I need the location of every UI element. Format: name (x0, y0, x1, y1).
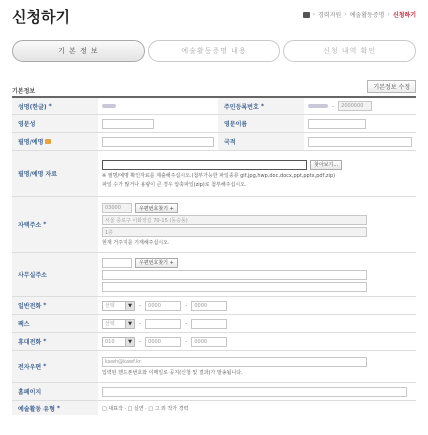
row-phone: 일반전화 * 선택 ▼ - 0000 - 0000 (12, 297, 416, 315)
page-title: 신청하기 (12, 8, 70, 26)
office-zip-input[interactable] (102, 258, 132, 268)
mobile-mid-input[interactable]: 0000 (145, 337, 181, 347)
tab-basic-info[interactable]: 기 본 정 보 (12, 40, 145, 62)
browse-file-button[interactable]: 찾아보기... (310, 160, 342, 170)
tab-review[interactable]: 신청 내역 확인 (283, 40, 416, 62)
breadcrumb: › 경력지원 › 예술활동증명 › 신청하기 (303, 10, 416, 19)
phone-last-input[interactable]: 0000 (191, 301, 227, 311)
en-surname-input[interactable] (102, 119, 154, 129)
chevron-down-icon: ▼ (125, 338, 134, 346)
label-fax: 팩스 (12, 315, 98, 332)
label-email: 전자우편 * (12, 351, 98, 382)
label-mobile: 휴대전화 * (12, 333, 98, 350)
chevron-down-icon: ▼ (125, 320, 134, 328)
file-note-types: ※ 필명/예명 확인자료를 제출해주십시오.(첨부가능한 파일종류 gif,jpg,hwp,doc,docx,ppt,pptx,pdf,zip) (102, 172, 336, 179)
breadcrumb-item[interactable]: 예술활동증명 (349, 12, 385, 19)
row-stage-doc (12, 151, 416, 197)
rrn-front (308, 104, 328, 108)
label-en-surname: 영문성 (12, 115, 98, 132)
label-office-address: 사무실주소 (12, 253, 98, 296)
breadcrumb-current: 신청하기 (392, 12, 416, 19)
activity-type-options[interactable]: □ 대표작 · □ 실연 · □ 그 외 작가 경력 (102, 405, 189, 412)
label-stage-doc: 필명/예명 자료 (12, 151, 98, 196)
rrn-back-field[interactable]: 2000000 (338, 101, 372, 111)
phone-area-select[interactable]: 선택 ▼ (102, 301, 135, 311)
row-activity-type (12, 401, 416, 415)
label-en-given-name: 영문이름 (218, 115, 304, 132)
homepage-input[interactable] (102, 387, 407, 397)
office-address-line1-input[interactable] (102, 270, 367, 280)
label-homepage: 홈페이지 (12, 383, 98, 400)
row-english-name (12, 115, 416, 133)
label-nationality: 국적 (218, 133, 304, 150)
stage-name-input[interactable] (102, 137, 214, 147)
label-name-kr: 성명(한글) * (12, 98, 98, 114)
find-zip-button[interactable]: 우편번호찾기 + (135, 203, 178, 213)
info-icon[interactable] (45, 139, 51, 144)
file-note-zip: 파일 수가 많거나 용량이 큰 경우 압축파일(zip)로 첨부해주십시오. (102, 181, 247, 188)
row-stage-name (12, 133, 416, 151)
row-homepage (12, 383, 416, 401)
email-input[interactable]: kawh@kawf.kr (102, 357, 367, 367)
section-title: 기본정보 (12, 88, 36, 95)
label-phone: 일반전화 * (12, 297, 98, 314)
find-office-zip-button[interactable]: 우편번호찾기 + (135, 258, 178, 268)
fax-last-input[interactable] (191, 319, 227, 329)
nationality-input[interactable] (308, 137, 412, 147)
office-address-line2-input[interactable] (102, 282, 367, 292)
breadcrumb-item[interactable]: 경력지원 (318, 12, 342, 19)
name-value (102, 104, 116, 108)
row-office-address (12, 253, 416, 297)
label-home-address: 자택주소 * (12, 197, 98, 252)
email-note: 입력된 핸드폰번호와 이메일로 공지(신청 및 결과)가 발송됩니다. (102, 370, 243, 376)
chevron-down-icon: ▼ (125, 302, 134, 310)
basic-info-form (12, 96, 416, 415)
step-tabs (12, 40, 416, 62)
file-path-input[interactable] (102, 160, 307, 170)
row-home-address (12, 197, 416, 253)
mobile-prefix-select[interactable]: 010 ▼ (102, 337, 135, 347)
fax-area-select[interactable]: 선택 ▼ (102, 319, 135, 329)
row-name: 성명(한글) * 주민등록번호 * - 2000000 (12, 98, 416, 115)
zip-code-input[interactable]: 03000 (102, 203, 132, 213)
edit-basic-info-button[interactable]: 기본정보 수정 (367, 80, 416, 93)
fax-mid-input[interactable] (145, 319, 181, 329)
row-email (12, 351, 416, 383)
address-line1-input[interactable]: 서울 종로구 이화장길 70-15 (동숭동) (102, 215, 367, 225)
home-icon[interactable] (303, 12, 310, 18)
label-rrn: 주민등록번호 * (218, 98, 304, 114)
tab-art-activity[interactable]: 예술활동증명 내용 (148, 40, 281, 62)
label-stage-name: 필명/예명 (12, 133, 98, 150)
label-activity-type: 예술활동 유형 * (12, 401, 98, 415)
phone-mid-input[interactable]: 0000 (145, 301, 181, 311)
row-mobile: 휴대전화 * 010 ▼ - 0000 - 0000 (12, 333, 416, 351)
address-line2-input[interactable]: 1층 (102, 227, 367, 237)
address-note: 현재 거주지를 기재해주십시오. (102, 240, 170, 246)
mobile-last-input[interactable]: 0000 (191, 337, 227, 347)
en-given-name-input[interactable] (308, 119, 366, 129)
row-fax: 팩스 선택 ▼ - - (12, 315, 416, 333)
